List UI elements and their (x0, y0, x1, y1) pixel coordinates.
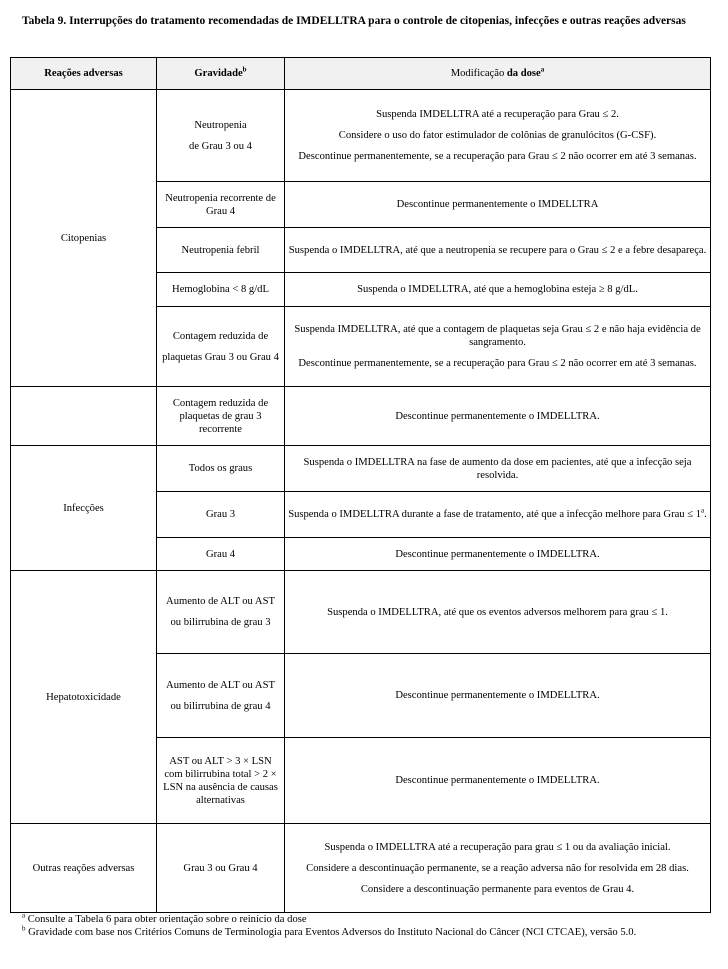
footnote-mark: b (22, 923, 26, 932)
severity-line: Contagem reduzida de plaquetas de grau 3 recorrente (172, 397, 269, 435)
dose-interruption-table (10, 57, 711, 913)
severity-line: Neutropenia (194, 119, 247, 131)
severity-line: ou bilirrubina de grau 4 (170, 700, 271, 712)
header-reacoes-adversas (11, 58, 157, 90)
severity-line: de Grau 3 ou 4 (189, 140, 252, 152)
severity-line: plaquetas Grau 3 ou Grau 4 (162, 351, 279, 363)
action-cell (285, 228, 711, 273)
action-line: Descontinue permanentemente o IMDELLTRA (396, 199, 599, 210)
header-gravidade (157, 58, 285, 90)
action-cell (285, 90, 711, 182)
table-caption: Tabela 9. Interrupções do tratamento recomendadas de IMDELLTRA para o controle de citopenias, infecções e outras reações adversas (22, 15, 686, 27)
severity-cell (157, 538, 285, 571)
group-citopenias (11, 90, 157, 387)
header-col3-sup: a (540, 65, 545, 74)
footnotes (22, 911, 696, 939)
group-label: Hepatotoxicidade (46, 691, 121, 703)
severity-cell (157, 273, 285, 307)
action-line: Descontinue permanentemente o IMDELLTRA. (395, 690, 600, 701)
action-line: Descontinue permanentemente, se a recuperação para Grau ≤ 2 não ocorrer em até 3 semanas. (298, 358, 697, 369)
severity-line: ou bilirrubina de grau 3 (170, 617, 271, 628)
action-cell (285, 538, 711, 571)
table-row (11, 387, 711, 446)
table-header-row (11, 58, 711, 90)
header-col2-sup: b (242, 65, 247, 74)
action-line: Suspenda o IMDELLTRA, até que os eventos adversos melhorem para grau ≤ 1. (327, 606, 668, 618)
footnote-b (22, 923, 696, 940)
severity-line: Todos os graus (188, 463, 253, 474)
action-line: Suspenda IMDELLTRA até a recuperação para Grau ≤ 2. (376, 109, 619, 120)
action-cell (285, 446, 711, 492)
table-row (11, 446, 711, 492)
group-label: Infecções (63, 502, 104, 514)
severity-cell (157, 446, 285, 492)
action-cell (285, 571, 711, 654)
action-line: Descontinue permanentemente o IMDELLTRA. (395, 775, 600, 786)
table-row (11, 824, 711, 913)
action-line: Suspenda o IMDELLTRA durante a fase de tratamento, até que a infecção melhore para Grau ≤ 1 (288, 509, 702, 520)
severity-line: Neutropenia febril (181, 244, 260, 256)
severity-cell (157, 307, 285, 387)
severity-line: Aumento de ALT ou AST (166, 596, 275, 607)
severity-cell (157, 824, 285, 913)
action-sup: a (701, 506, 705, 515)
group-empty (11, 387, 157, 446)
action-cell (285, 182, 711, 228)
severity-cell (157, 492, 285, 538)
action-line: Considere a descontinuação permanente para eventos de Grau 4. (360, 883, 635, 895)
action-line: Suspenda IMDELLTRA, até que a contagem de plaquetas seja Grau ≤ 2 e não haja evidência de sangramento. (294, 324, 701, 348)
severity-cell (157, 90, 285, 182)
action-line: Suspenda o IMDELLTRA na fase de aumento da dose em pacientes, até que a infecção seja resolvida. (303, 456, 692, 481)
severity-line: AST ou ALT > 3 × LSN com bilirrubina total > 2 × LSN na ausência de causas alternativas (163, 755, 278, 806)
footnote-a (22, 911, 696, 927)
severity-cell (157, 738, 285, 824)
header-col3-text-b: da dose (506, 68, 541, 79)
action-cell (285, 654, 711, 738)
severity-line: Aumento de ALT ou AST (166, 679, 275, 691)
severity-cell (157, 571, 285, 654)
severity-cell (157, 654, 285, 738)
severity-line: Neutropenia recorrente de Grau 4 (165, 192, 276, 217)
action-cell (285, 273, 711, 307)
action-line: Descontinue permanentemente o IMDELLTRA. (395, 548, 600, 560)
footnote-mark: a (22, 911, 26, 920)
severity-line: Grau 4 (205, 548, 236, 560)
action-cell (285, 307, 711, 387)
footnote-text: Gravidade com base nos Critérios Comuns de Terminologia para Eventos Adversos do Instituto Nacional do Câncer (NCI CTCAE), versão 5.0. (25, 926, 637, 938)
action-cell (285, 824, 711, 913)
action-line: Descontinue permanentemente o IMDELLTRA. (395, 410, 600, 422)
action-cell (285, 492, 711, 538)
action-line: Considere a descontinuação permanente, se a reação adversa não for resolvida em 28 dias. (306, 862, 689, 874)
header-col3-text-a: Modificação (450, 68, 507, 79)
group-hepatotoxicidade (11, 571, 157, 824)
group-outras (11, 824, 157, 913)
group-label: Outras reações adversas (32, 862, 135, 874)
footnote-text: Consulte a Tabela 6 para obter orientação sobre o reinício da dose (25, 914, 307, 925)
table-row (11, 571, 711, 654)
action-line: Suspenda o IMDELLTRA até a recuperação para grau ≤ 1 ou da avaliação inicial. (324, 841, 671, 853)
severity-line: Grau 3 ou Grau 4 (183, 862, 258, 874)
severity-line: Contagem reduzida de (172, 330, 269, 342)
action-line: Suspenda o IMDELLTRA, até que a neutropenia se recupere para o Grau ≤ 2 e a febre desapareça. (288, 244, 707, 256)
severity-cell (157, 387, 285, 446)
action-cell (285, 387, 711, 446)
severity-cell (157, 228, 285, 273)
group-label: Citopenias (60, 232, 107, 244)
header-col2-text: Gravidade (194, 68, 243, 79)
severity-line: Hemoglobina < 8 g/dL (172, 284, 269, 295)
action-line: Considere o uso do fator estimulador de colônias de granulócitos (G-CSF). (338, 130, 657, 141)
header-modificacao (285, 58, 711, 90)
header-col1-text: Reações adversas (44, 68, 123, 79)
action-line: Descontinue permanentemente, se a recuperação para Grau ≤ 2 não ocorrer em até 3 semanas. (298, 151, 697, 162)
action-tail: . (704, 509, 707, 520)
table-row (11, 90, 711, 182)
group-infeccoes (11, 446, 157, 571)
action-line: Suspenda o IMDELLTRA, até que a hemoglobina esteja ≥ 8 g/dL. (357, 284, 638, 295)
severity-line: Grau 3 (205, 509, 236, 520)
action-cell (285, 738, 711, 824)
severity-cell (157, 182, 285, 228)
